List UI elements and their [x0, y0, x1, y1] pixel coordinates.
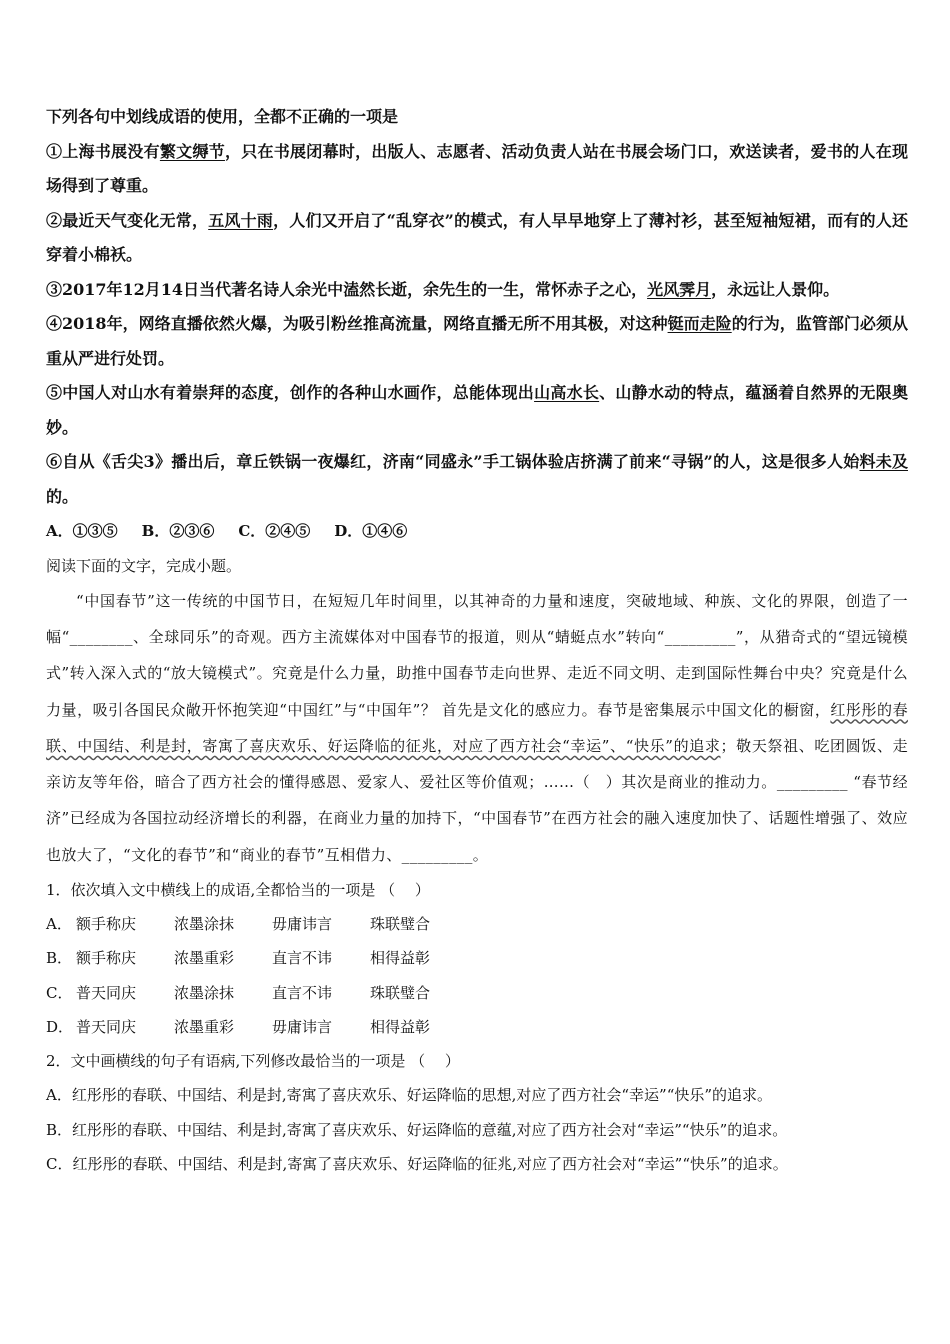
passage-text: ；敬天祭祖、吃团圆饭、走亲访友等年俗，暗合了西方社会的懂得感恩、爱家人、爱社区等价值观；……（ ）其次是商业的推动力。_________ “春节经济”已经成为各国拉动经济增长的利器，在商业力量的加持下，“中国春节”在西方社会的融入速度加快了、话题性增强了、效应也放大了，“文化的春节”和“商业的春节”互相借力、_________。: [46, 736, 908, 864]
item-text: ⑥自从《舌尖3》播出后，章丘铁锅一夜爆红，济南“同盛永”手工锅体验店挤满了前来“寻锅”的人，这是很多人始: [46, 452, 860, 471]
underlined-idiom: 光风霁月: [647, 279, 712, 299]
option-word: 直言不讳: [272, 983, 333, 1002]
option-word: 普天同庆: [76, 1017, 137, 1036]
option-label: D．: [46, 1017, 74, 1036]
option-word: 浓墨重彩: [174, 949, 235, 968]
item-text: 的。: [46, 486, 79, 506]
underlined-idiom: 山高水长: [534, 383, 600, 402]
item-5: [46, 376, 908, 445]
underlined-idiom: 繁文缛节: [159, 141, 225, 161]
item-2: [46, 204, 908, 273]
wavy-underlined-sentence: 红彤彤的春联、中国结、利是封，寄寓了喜庆欢乐、好运降临的征兆，对应了西方社会“幸运”、“快乐”的追求: [46, 700, 908, 755]
answer-options: [46, 514, 908, 549]
option-word: 浓墨重彩: [174, 1017, 235, 1036]
option-word: 毋庸讳言: [272, 915, 333, 934]
option-word: 相得益彰: [370, 949, 431, 968]
option-a[interactable]: A．①③⑤: [46, 522, 118, 540]
option-c[interactable]: C．②④⑤: [238, 522, 311, 540]
option-d[interactable]: D．①④⑥: [334, 522, 408, 540]
sub1-option-b[interactable]: [46, 941, 908, 975]
option-label: B．: [46, 949, 73, 968]
passage-text: “中国春节”这一传统的中国节日，在短短几年时间里，以其神奇的力量和速度，突破地域、种族、文化的界限，创造了一幅“________、全球同乐”的奇观。西方主流媒体对中国春节的报道，则从“蜻蜓点水”转向“_________”，从猎奇式的“望远镜模式”转入深入式的“放大镜模式”。究竟是什么力量，助推中国春节走向世界、走近不同文明、走到国际性舞台中央？究竟是什么力量，吸引各国民众敞开怀抱笑迎“中国红”与“中国年”？ 首先是文化的感应力。春节是密集展示中国文化的橱窗，: [46, 591, 908, 719]
item-text: 的行为，监管部门必须从重从严进行处罚。: [46, 314, 908, 368]
item-6: [46, 445, 908, 514]
item-text: ，人们又开启了“乱穿衣”的模式，有人早早地穿上了薄衬衫，甚至短袖短裙，而有的人还穿着小棉袄。: [46, 210, 908, 264]
item-text: ③2017年12月14日当代著名诗人余光中溘然长逝，余先生的一生，常怀赤子之心，: [46, 279, 648, 299]
question-stem: 下列各句中划线成语的使用，全都不正确的一项是: [46, 107, 399, 126]
underlined-idiom: 料未及: [859, 452, 908, 471]
option-word: 普天同庆: [76, 983, 137, 1002]
option-word: 直言不讳: [272, 949, 333, 968]
item-text: ⑤中国人对山水有着崇拜的态度，创作的各种山水画作，总能体现出: [46, 383, 535, 402]
option-word: 额手称庆: [76, 915, 137, 934]
item-text: ①上海书展没有: [46, 141, 160, 161]
reading-passage: [46, 583, 908, 873]
item-text: ，只在书展闭幕时，出版人、志愿者、活动负责人站在书展会场门口，欢送读者，爱书的人在现场得到了尊重。: [46, 141, 908, 195]
item-text: ，永远让人景仰。: [711, 279, 840, 299]
sub2-option-a[interactable]: A．红彤彤的春联、中国结、利是封,寄寓了喜庆欢乐、好运降临的思想,对应了西方社会“幸运”“快乐”的追求。: [46, 1086, 773, 1105]
option-word: 珠联璧合: [370, 915, 431, 934]
reading-instruction: 阅读下面的文字，完成小题。: [46, 556, 242, 575]
underlined-idiom: 铤而走险: [667, 314, 732, 333]
option-label: C．: [46, 983, 73, 1002]
item-1: [46, 135, 908, 204]
option-word: 珠联璧合: [370, 983, 431, 1002]
exam-page: [46, 100, 908, 1181]
option-label: A．: [46, 915, 72, 934]
sub1-option-c[interactable]: [46, 976, 908, 1010]
sub2-option-b[interactable]: B．红彤彤的春联、中国结、利是封,寄寓了喜庆欢乐、好运降临的意蕴,对应了西方社会对“幸运”“快乐”的追求。: [46, 1120, 788, 1139]
question-1: [46, 100, 908, 549]
option-word: 额手称庆: [76, 949, 137, 968]
option-word: 浓墨涂抹: [174, 915, 235, 934]
option-word: 浓墨涂抹: [174, 983, 235, 1002]
sub2-option-c[interactable]: C．红彤彤的春联、中国结、利是封,寄寓了喜庆欢乐、好运降临的征兆,对应了西方社会对“幸运”“快乐”的追求。: [46, 1154, 788, 1173]
underlined-idiom: 五风十雨: [208, 210, 274, 230]
sub1-option-d[interactable]: [46, 1010, 908, 1044]
option-word: 相得益彰: [370, 1017, 431, 1036]
item-3: [46, 273, 908, 308]
sub-question-1-stem: 1．依次填入文中横线上的成语,全都恰当的一项是 （ ）: [46, 881, 430, 900]
item-text: ②最近天气变化无常，: [46, 210, 209, 230]
sub1-option-a[interactable]: [46, 907, 908, 941]
item-text: 、山静水动的特点，蕴涵着自然界的无限奥妙。: [46, 383, 908, 437]
item-4: [46, 307, 908, 376]
sub-question-2-stem: 2．文中画横线的句子有语病,下列修改最恰当的一项是 （ ）: [46, 1052, 460, 1071]
item-text: ④2018年，网络直播依然火爆，为吸引粉丝推高流量，网络直播无所不用其极，对这种: [46, 314, 668, 333]
option-b[interactable]: B．②③⑥: [141, 522, 215, 540]
option-word: 毋庸讳言: [272, 1017, 333, 1036]
